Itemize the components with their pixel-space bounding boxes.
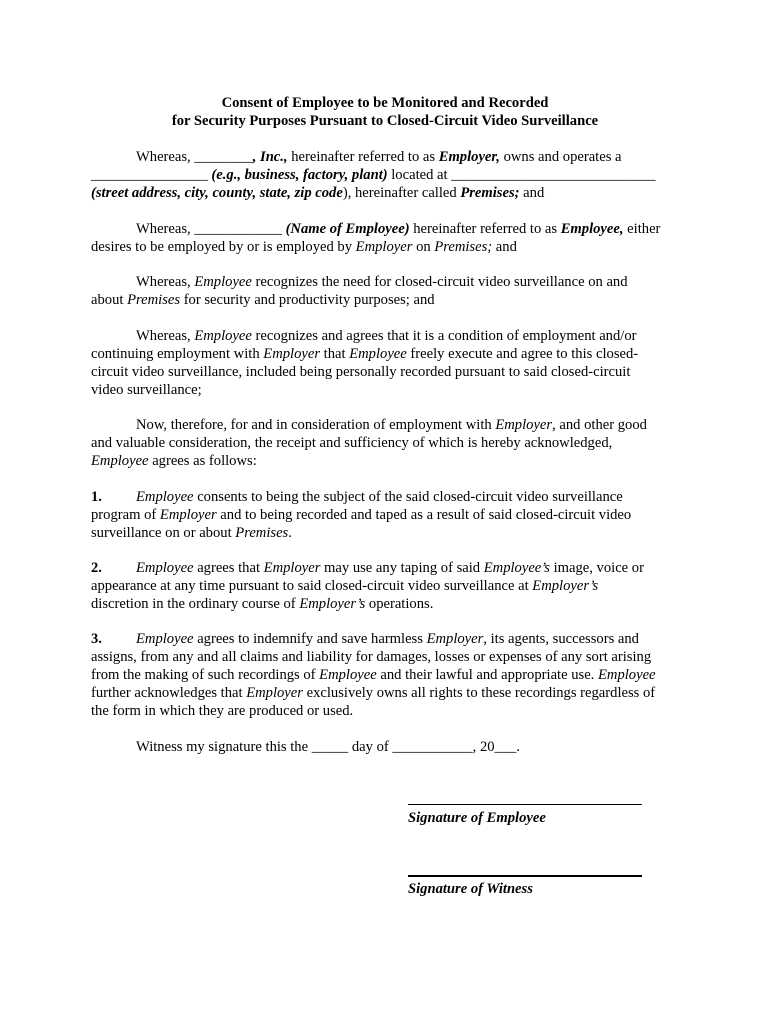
paragraph-2-line-1: Whereas, ____________ (Name of Employee) hereinafter referred to as Employee, either (136, 221, 661, 237)
paragraph-5-line-1: Now, therefore, for and in consideration of employment with Employer, and other good (136, 417, 647, 433)
paragraph-3-line-2: about Premises for security and productivity purposes; and (91, 292, 435, 308)
paragraph-5-line-3: Employee agrees as follows: (91, 453, 257, 469)
section-1-line-2: program of Employer and to being recorded and taped as a result of said closed-circuit video (91, 507, 632, 523)
section-1-line-3: surveillance on or about Premises. (91, 525, 292, 541)
section-1-number: 1. (91, 489, 102, 505)
employee-signature-line (408, 804, 642, 805)
paragraph-3-line-1: Whereas, Employee recognizes the need for closed-circuit video surveillance on and (136, 274, 628, 290)
paragraph-1-line-3: (street address, city, county, state, zip code), hereinafter called Premises; and (91, 185, 545, 201)
paragraph-4-line-3: circuit video surveillance, included being personally recorded pursuant to said closed-circuit (91, 364, 631, 380)
paragraph-4-line-4: video surveillance; (91, 382, 202, 398)
witness-signature-line (408, 875, 642, 877)
paragraph-4-line-1: Whereas, Employee recognizes and agrees that it is a condition of employment and/or (136, 328, 637, 344)
paragraph-2-line-2: desires to be employed by or is employed by Employer on Premises; and (91, 239, 517, 255)
section-2-line-2: appearance at any time pursuant to said closed-circuit video surveillance at Employer’s (91, 578, 599, 594)
paragraph-1-line-1: Whereas, ________, Inc., hereinafter referred to as Employer, owns and operates a (136, 149, 622, 165)
section-3-line-3: from the making of such recordings of Employee and their lawful and appropriate use. Employee (91, 667, 656, 683)
section-2-line-1: Employee agrees that Employer may use any taping of said Employee’s image, voice or (136, 560, 644, 576)
witness-statement: Witness my signature this the _____ day of ___________, 20___. (136, 739, 521, 755)
paragraph-4-line-2: continuing employment with Employer that Employee freely execute and agree to this closed- (91, 346, 639, 362)
section-3-line-5: the form in which they are produced or used. (91, 703, 354, 719)
document-title-line-1: Consent of Employee to be Monitored and Recorded (221, 95, 549, 111)
section-2-line-3: discretion in the ordinary course of Employer’s operations. (91, 596, 434, 612)
section-3-line-2: assigns, from any and all claims and liability for damages, losses or expenses of any sort arising (91, 649, 652, 665)
employee-signature-label: Signature of Employee (408, 810, 546, 826)
witness-signature-label: Signature of Witness (408, 881, 533, 897)
document-title-line-2: for Security Purposes Pursuant to Closed-Circuit Video Surveillance (171, 113, 599, 129)
paragraph-1-line-2: ________________ (e.g., business, factory, plant) located at ____________________________ (91, 167, 656, 183)
section-3-line-4: further acknowledges that Employer exclusively owns all rights to these recordings regardless of (91, 685, 656, 701)
paragraph-5-line-2: and valuable consideration, the receipt and sufficiency of which is hereby acknowledged, (91, 435, 613, 451)
section-2-number: 2. (91, 560, 102, 576)
section-3-line-1: Employee agrees to indemnify and save harmless Employer, its agents, successors and (136, 631, 639, 647)
section-1-line-1: Employee consents to being the subject of the said closed-circuit video surveillance (136, 489, 623, 505)
section-3-number: 3. (91, 631, 102, 647)
